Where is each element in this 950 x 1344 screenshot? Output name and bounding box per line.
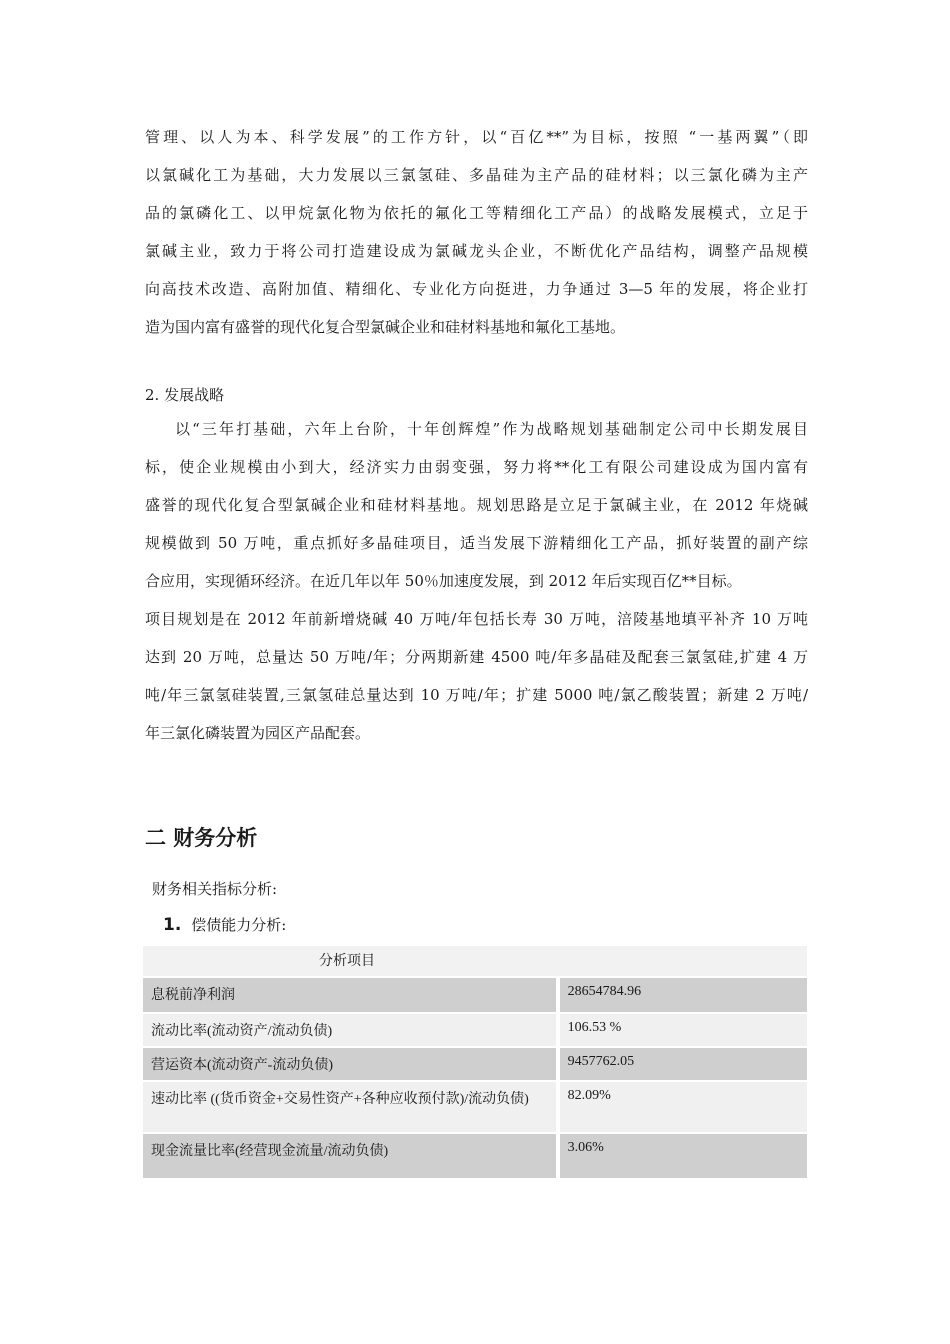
text-line: 标，使企业规模由小到大，经济实力由弱变强，努力将**化工有限公司建设成为国内富有 — [145, 458, 808, 476]
subheading-development-strategy: 2. 发展战略 — [145, 386, 225, 404]
table-row — [143, 1134, 807, 1180]
paragraph-development-strategy — [145, 410, 808, 752]
table-row — [143, 1048, 807, 1082]
table-cell-value: 106.53 % — [560, 1014, 807, 1048]
table-row — [143, 1082, 807, 1134]
text-line: 合应用，实现循环经济。在近几年以年 50％加速度发展，到 2012 年后实现百亿**目标。 — [145, 572, 742, 590]
text-line: 吨/年三氯氢硅装置,三氯氢硅总量达到 10 万吨/年；扩建 5000 吨/氯乙酸装置；新建 2 万吨/ — [145, 686, 808, 704]
paragraph-strategy-policy — [145, 118, 808, 346]
table-row — [143, 1014, 807, 1048]
text-line: 规模做到 50 万吨，重点抓好多晶硅项目，适当发展下游精细化工产品，抓好装置的副产综 — [145, 534, 808, 552]
financial-indicator-subtitle: 财务相关指标分析: — [152, 880, 278, 898]
table-row — [143, 978, 807, 1014]
table-cell-value: 82.09% — [560, 1082, 807, 1134]
text-line: 向高技术改造、高附加值、精细化、专业化方向挺进，力争通过 3—5 年的发展，将企业打 — [145, 280, 808, 298]
text-line: 管理、以人为本、科学发展”的工作方针，以“百亿**”为目标，按照 “一基两翼”（即 — [145, 128, 808, 146]
text-line: 达到 20 万吨，总量达 50 万吨/年；分两期新建 4500 吨/年多晶硅及配套三氯氢硅,扩建 4 万 — [145, 648, 808, 666]
text-line: 以氯碱化工为基础，大力发展以三氯氢硅、多晶硅为主产品的硅材料；以三氯化磷为主产 — [145, 166, 808, 184]
item-number: 1. — [163, 915, 182, 935]
table-cell-value: 3.06% — [560, 1134, 807, 1180]
section-title-financial-analysis: 二 财务分析 — [145, 826, 258, 850]
table-cell-label: 营运资本(流动资产-流动负债) — [143, 1048, 560, 1082]
item-label: 偿债能力分析: — [191, 916, 287, 934]
table-header-cell — [143, 946, 807, 978]
text-line: 氯碱主业，致力于将公司打造建设成为氯碱龙头企业，不断优化产品结构，调整产品规模 — [145, 242, 808, 260]
solvency-analysis-table — [143, 946, 807, 1180]
table-header-label: 分析项目 — [319, 954, 375, 969]
text-line: 以“三年打基础，六年上台阶，十年创辉煌”作为战略规划基础制定公司中长期发展目 — [175, 420, 808, 438]
table-header-row — [143, 946, 807, 978]
table-cell-label: 速动比率 ((货币资金+交易性资产+各种应收预付款)/流动负债) — [143, 1082, 560, 1134]
table-cell-value: 28654784.96 — [560, 978, 807, 1014]
table-cell-label: 息税前净利润 — [143, 978, 560, 1014]
numbered-item-solvency — [163, 914, 286, 935]
text-line: 项目规划是在 2012 年前新增烧碱 40 万吨/年包括长寿 30 万吨，涪陵基地填平补齐 10 万吨 — [145, 610, 808, 628]
table-cell-label: 流动比率(流动资产/流动负债) — [143, 1014, 560, 1048]
table-cell-value: 9457762.05 — [560, 1048, 807, 1082]
text-line: 年三氯化磷装置为园区产品配套。 — [145, 724, 371, 742]
text-line: 造为国内富有盛誉的现代化复合型氯碱企业和硅材料基地和氟化工基地。 — [145, 318, 626, 336]
text-line: 品的氯磷化工、以甲烷氯化物为依托的氟化工等精细化工产品）的战略发展模式，立足于 — [145, 204, 808, 222]
text-line: 盛誉的现代化复合型氯碱企业和硅材料基地。规划思路是立足于氯碱主业，在 2012 年烧碱 — [145, 496, 808, 514]
table-cell-label: 现金流量比率(经营现金流量/流动负债) — [143, 1134, 560, 1180]
